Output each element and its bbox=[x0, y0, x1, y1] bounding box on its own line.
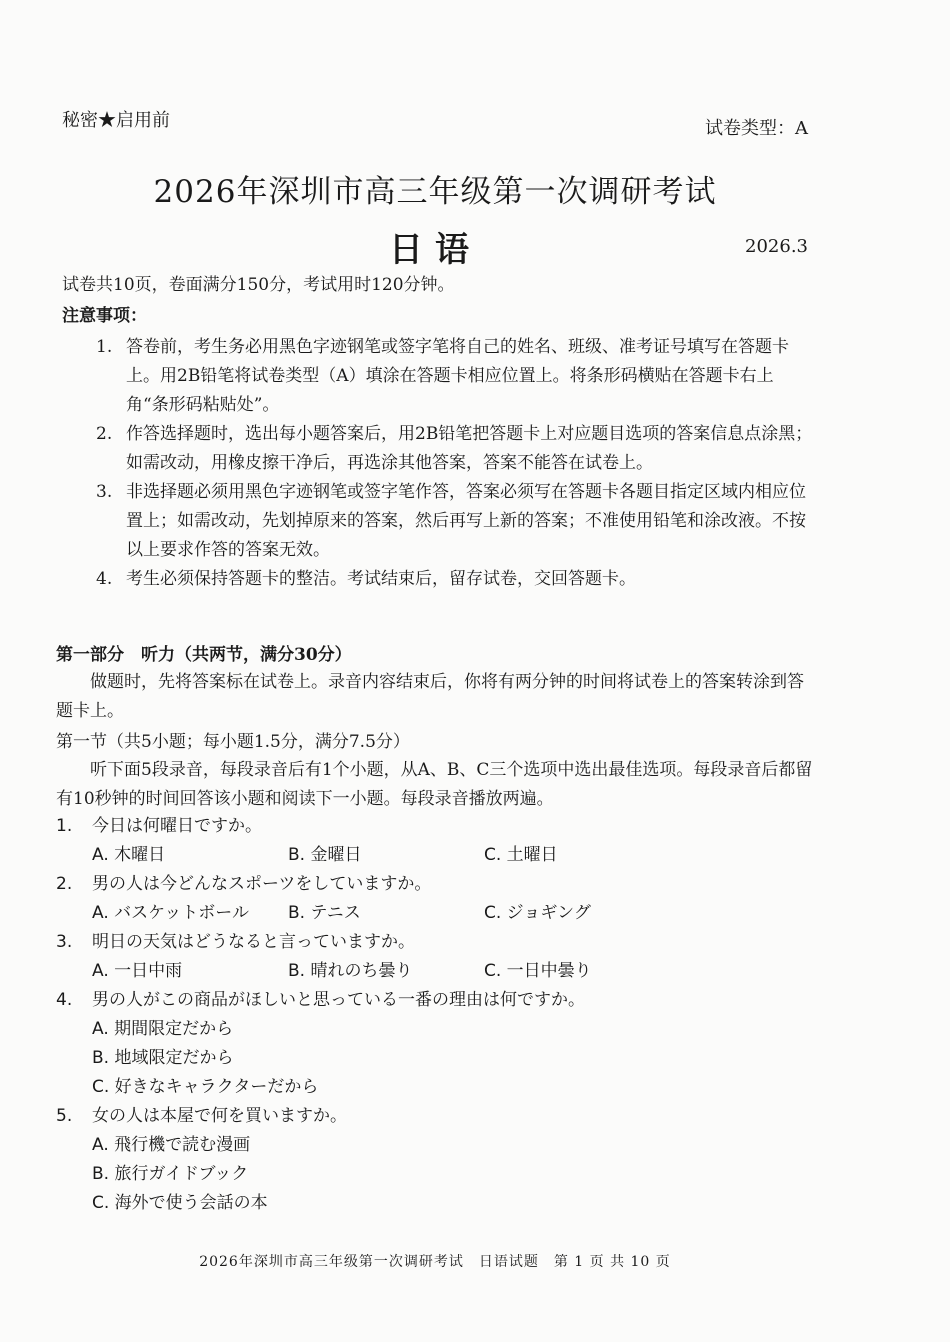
question-list bbox=[56, 812, 816, 1218]
question-text: 女の人は本屋で何を買いますか。 bbox=[92, 1106, 347, 1126]
option-b: B. 晴れのち曇り bbox=[288, 961, 413, 981]
question-text: 男の人がこの商品がほしいと思っている一番の理由は何ですか。 bbox=[92, 990, 585, 1010]
subject-title: 日语 bbox=[389, 230, 481, 270]
section1-heading: 第一节（共5小题；每小题1.5分，满分7.5分） bbox=[56, 732, 410, 752]
question-text: 男の人は今どんなスポーツをしていますか。 bbox=[92, 874, 432, 894]
question-number: 4. bbox=[56, 990, 73, 1010]
option-c: C. ジョギング bbox=[484, 903, 591, 923]
question-5 bbox=[56, 1102, 816, 1218]
part1-instruction: 做题时，先将答案标在试卷上。录音内容结束后，你将有两分钟的时间将试卷上的答案转涂到答题卡上。 bbox=[56, 672, 804, 721]
notice-item bbox=[96, 565, 816, 594]
option-c: C. 一日中曇り bbox=[484, 961, 592, 981]
notice-item-number: 2. bbox=[96, 424, 113, 444]
part1-heading: 第一部分 听力（共两节，满分30分） bbox=[56, 645, 352, 665]
option-b: B. 金曜日 bbox=[288, 845, 362, 865]
option-c: C. 海外で使う会話の本 bbox=[92, 1193, 268, 1213]
option-a: A. 期間限定だから bbox=[92, 1019, 234, 1039]
question-text: 明日の天気はどうなると言っていますか。 bbox=[92, 932, 415, 952]
exam-title: 2026年深圳市高三年级第一次调研考试 bbox=[153, 174, 717, 210]
option-b: B. テニス bbox=[288, 903, 361, 923]
section1-instruction: 听下面5段录音，每段录音后有1个小题，从A、B、C三个选项中选出最佳选项。每段录音后都留有10秒钟的时间回答该小题和阅读下一小题。每段录音播放两遍。 bbox=[56, 760, 813, 809]
option-b: B. 地域限定だから bbox=[92, 1048, 234, 1068]
notice-list bbox=[96, 333, 816, 594]
option-a: A. 飛行機で読む漫画 bbox=[92, 1135, 251, 1155]
exam-date: 2026.3 bbox=[745, 236, 808, 257]
notice-heading: 注意事项： bbox=[62, 306, 147, 326]
option-a: A. 木曜日 bbox=[92, 845, 166, 865]
notice-item-number: 3. bbox=[96, 482, 113, 502]
notice-item bbox=[96, 420, 816, 478]
option-b: B. 旅行ガイドブック bbox=[92, 1164, 249, 1184]
paper-type-label: 试卷类型：A bbox=[705, 118, 808, 139]
question-3 bbox=[56, 928, 816, 986]
question-number: 5. bbox=[56, 1106, 73, 1126]
question-text: 今日は何曜日ですか。 bbox=[92, 816, 262, 836]
option-a: A. バスケットボール bbox=[92, 903, 249, 923]
question-number: 3. bbox=[56, 932, 73, 952]
notice-item bbox=[96, 333, 816, 420]
question-number: 2. bbox=[56, 874, 73, 894]
option-c: C. 好きなキャラクターだから bbox=[92, 1077, 319, 1097]
secret-label: 秘密★启用前 bbox=[62, 110, 170, 131]
notice-item bbox=[96, 478, 816, 565]
notice-item-text: 考生必须保持答题卡的整洁。考试结束后，留存试卷，交回答题卡。 bbox=[126, 569, 636, 589]
question-2 bbox=[56, 870, 816, 928]
question-number: 1. bbox=[56, 816, 73, 836]
notice-item-number: 1. bbox=[96, 337, 113, 357]
notice-item-number: 4. bbox=[96, 569, 113, 589]
question-1 bbox=[56, 812, 816, 870]
option-a: A. 一日中雨 bbox=[92, 961, 183, 981]
notice-item-text: 答卷前，考生务必用黑色字迹钢笔或签字笔将自己的姓名、班级、准考证号填写在答题卡上。用2B铅笔将试卷类型（A）填涂在答题卡相应位置上。将条形码横贴在答题卡右上角“条形码粘贴处”。 bbox=[126, 337, 789, 415]
notice-item-text: 作答选择题时，选出每小题答案后，用2B铅笔把答题卡上对应题目选项的答案信息点涂黑；如需改动，用橡皮擦干净后，再选涂其他答案，答案不能答在试卷上。 bbox=[126, 424, 813, 473]
question-4 bbox=[56, 986, 816, 1102]
notice-item-text: 非选择题必须用黑色字迹钢笔或签字笔作答，答案必须写在答题卡各题目指定区域内相应位置上；如需改动，先划掉原来的答案，然后再写上新的答案；不准使用铅笔和涂改液。不按以上要求作答的答案无效。 bbox=[126, 482, 806, 560]
page-footer: 2026年深圳市高三年级第一次调研考试 日语试题 第 1 页 共 10 页 bbox=[199, 1254, 671, 1270]
option-c: C. 土曜日 bbox=[484, 845, 558, 865]
exam-intro: 试卷共10页，卷面满分150分，考试用时120分钟。 bbox=[62, 275, 455, 295]
